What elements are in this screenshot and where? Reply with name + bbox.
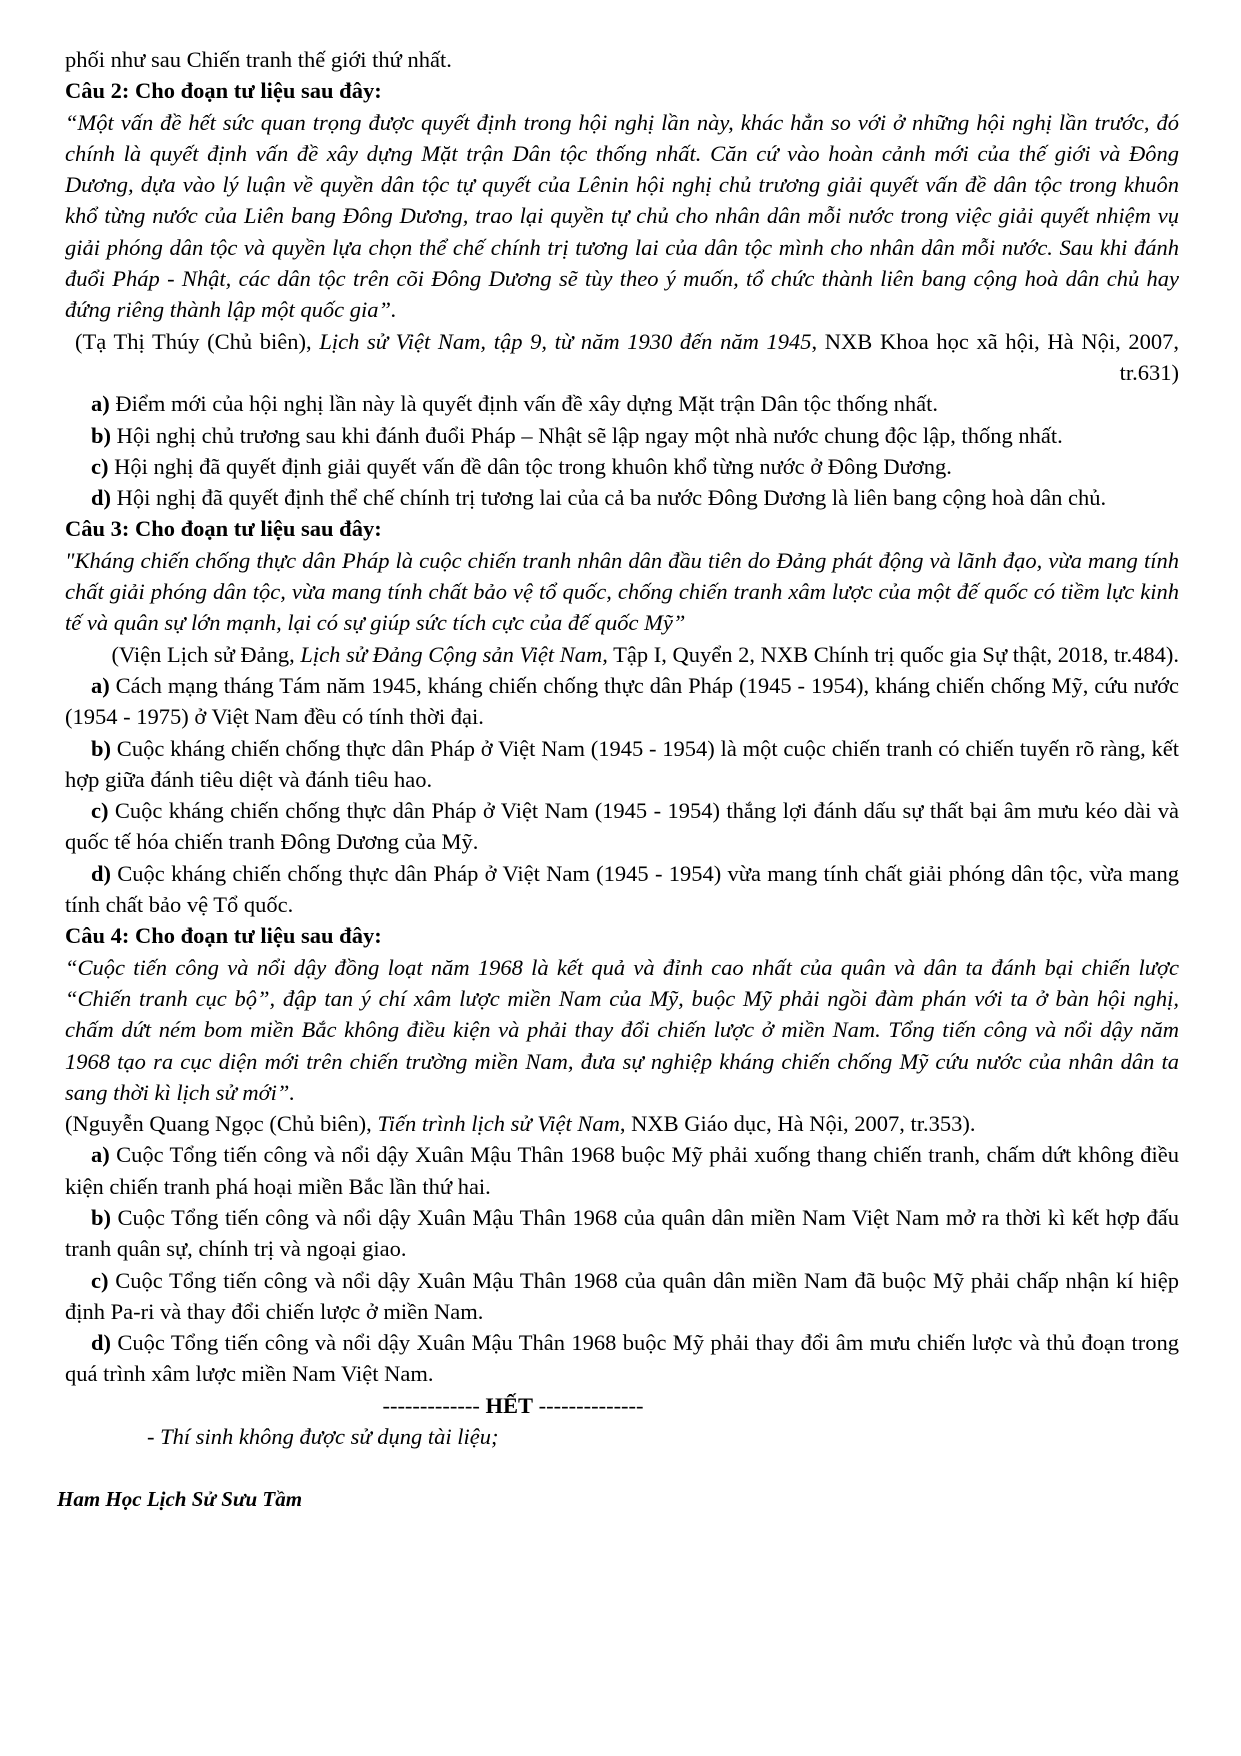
question-4-option-b — [65, 1202, 1179, 1265]
end-marker-word: HẾT — [485, 1392, 534, 1418]
question-2-option-b — [65, 420, 1179, 451]
end-marker-dashes-left: ------------- — [382, 1392, 480, 1418]
question-3-option-d — [65, 858, 1179, 921]
citation-suffix: Tập I, Quyển 2, NXB Chính trị quốc gia Sự thật, 2018, tr.484). — [607, 641, 1179, 667]
question-2-quote: “Một vấn đề hết sức quan trọng được quyết định trong hội nghị lần này, khác hẳn so với ở những hội nghị lần trước, đó chính là quyết định vấn đề xây dựng Mặt trận Dân tộc thống nhất. Căn cứ vào hoàn cảnh mới của thế giới và Đông Dương, dựa vào lý luận về quyền dân tộc tự quyết của Lênin hội nghị chủ trương giải quyết vấn đề dân tộc trong khuôn khổ từng nước của Liên bang Đông Dương, trao lại quyền tự chủ cho nhân dân mỗi nước trong việc giải quyết nhiệm vụ giải phóng dân tộc và quyền lựa chọn thể chế chính trị tương lai của dân tộc mình cho nhân dân mỗi nước. Sau khi đánh đuổi Pháp - Nhật, các dân tộc trên cõi Đông Dương sẽ tùy theo ý muốn, tổ chức thành liên bang cộng hoà dân chủ hay đứng riêng thành lập một quốc gia”. — [65, 109, 1179, 323]
option-label: b) — [91, 1204, 112, 1230]
question-3-citation — [65, 639, 1179, 670]
option-text: Cuộc Tổng tiến công và nổi dậy Xuân Mậu Thân 1968 của quân dân miền Nam đã buộc Mỹ phải chấp nhận kí hiệp định Pa-ri và thay đổi chiến lược ở miền Nam. — [65, 1267, 1179, 1324]
citation-suffix: , NXB Khoa học xã hội, Hà Nội, 2007, tr.631) — [811, 328, 1179, 385]
citation-prefix: (Tạ Thị Thúy (Chủ biên), — [75, 328, 320, 354]
option-label: d) — [91, 485, 112, 511]
end-marker — [65, 1390, 1179, 1421]
question-4-option-c — [65, 1265, 1179, 1328]
question-3-heading: Câu 3: Cho đoạn tư liệu sau đây: — [65, 516, 382, 542]
citation-prefix: (Viện Lịch sử Đảng, — [111, 641, 301, 667]
option-label: d) — [91, 860, 112, 886]
option-text: Cuộc kháng chiến chống thực dân Pháp ở Việt Nam (1945 - 1954) thắng lợi đánh dấu sự thất bại âm mưu kéo dài và quốc tế hóa chiến tranh Đông Dương của Mỹ. — [65, 798, 1179, 855]
question-4-heading: Câu 4: Cho đoạn tư liệu sau đây: — [65, 923, 382, 949]
footer-watermark: Ham Học Lịch Sử Sưu Tầm — [57, 1487, 303, 1512]
exam-note: - Thí sinh không được sử dụng tài liệu; — [147, 1424, 499, 1450]
option-text: Cuộc kháng chiến chống thực dân Pháp ở Việt Nam (1945 - 1954) vừa mang tính chất giải phóng dân tộc, vừa mang tính chất bảo vệ Tổ quốc. — [65, 860, 1179, 918]
question-2-citation — [65, 326, 1179, 389]
question-2-heading: Câu 2: Cho đoạn tư liệu sau đây: — [65, 78, 382, 104]
question-2-section — [65, 75, 1179, 513]
option-label: c) — [91, 798, 109, 824]
option-label: a) — [91, 672, 110, 698]
question-4-section — [65, 920, 1179, 1389]
option-text: Cuộc Tổng tiến công và nổi dậy Xuân Mậu Thân 1968 buộc Mỹ phải xuống thang chiến tranh, chấm dứt không điều kiện chiến tranh phá hoại miền Bắc lần thứ hai. — [65, 1142, 1179, 1199]
citation-source-title: Lịch sử Đảng Cộng sản Việt Nam, — [300, 641, 608, 667]
question-3-option-b — [65, 733, 1179, 796]
question-3-section — [65, 513, 1179, 920]
intro-line: phối như sau Chiến tranh thế giới thứ nhất. — [65, 47, 452, 72]
question-2-option-d — [65, 482, 1179, 513]
question-4-citation — [65, 1108, 1179, 1139]
option-text: Cuộc kháng chiến chống thực dân Pháp ở Việt Nam (1945 - 1954) là một cuộc chiến tranh có chiến tuyến rõ ràng, kết hợp giữa đánh tiêu diệt và đánh tiêu hao. — [65, 735, 1179, 792]
option-label: a) — [91, 391, 110, 417]
citation-suffix: , NXB Giáo dục, Hà Nội, 2007, tr.353). — [619, 1111, 976, 1137]
citation-source-title: Tiến trình lịch sử Việt Nam — [377, 1111, 620, 1137]
option-label: b) — [91, 735, 112, 761]
citation-source-title: Lịch sử Việt Nam, tập 9, từ năm 1930 đến năm 1945 — [319, 328, 812, 354]
question-3-quote: "Kháng chiến chống thực dân Pháp là cuộc chiến tranh nhân dân đầu tiên do Đảng phát động và lãnh đạo, vừa mang tính chất giải phóng dân tộc, vừa mang tính chất bảo vệ tổ quốc, chống chiến tranh xâm lược của một đế quốc có tiềm lực kinh tế và quân sự lớn mạnh, lại có sự giúp sức tích cực của đế quốc Mỹ” — [65, 547, 1179, 636]
end-marker-dashes-right: -------------- — [538, 1392, 644, 1418]
option-text: Hội nghị đã quyết định thể chế chính trị tương lai của cả ba nước Đông Dương là liên bang cộng hoà dân chủ. — [111, 485, 1107, 511]
option-text: Cuộc Tổng tiến công và nổi dậy Xuân Mậu Thân 1968 của quân dân miền Nam Việt Nam mở ra thời kì kết hợp đấu tranh quân sự, chính trị và ngoại giao. — [65, 1204, 1179, 1262]
option-text: Cách mạng tháng Tám năm 1945, kháng chiến chống thực dân Pháp (1945 - 1954), kháng chiến chống Mỹ, cứu nước (1954 - 1975) ở Việt Nam đều có tính thời đại. — [65, 672, 1179, 730]
option-label: d) — [91, 1330, 112, 1356]
question-4-quote: “Cuộc tiến công và nổi dậy đồng loạt năm 1968 là kết quả và đỉnh cao nhất của quân và dân ta đánh bại chiến lược “Chiến tranh cục bộ”, đập tan ý chí xâm lược miền Nam của Mỹ, buộc Mỹ phải ngồi đàm phán với ta ở bàn hội nghị, chấm dứt ném bom miền Bắc không điều kiện và phải thay đổi chiến lược ở miền Nam. Tổng tiến công và nổi dậy năm 1968 tạo ra cục diện mới trên chiến trường miền Nam, đưa sự nghiệp kháng chiến chống Mỹ cứu nước của nhân dân ta sang thời kì lịch sử mới”. — [65, 954, 1179, 1105]
option-text: Hội nghị đã quyết định giải quyết vấn đề dân tộc trong khuôn khổ từng nước ở Đông Dương. — [108, 453, 952, 479]
question-3-option-c — [65, 795, 1179, 858]
option-label: b) — [91, 422, 112, 448]
option-label: c) — [91, 1267, 109, 1293]
question-4-option-a — [65, 1139, 1179, 1202]
citation-prefix: (Nguyễn Quang Ngọc (Chủ biên), — [65, 1111, 378, 1137]
option-text: Điểm mới của hội nghị lần này là quyết định vấn đề xây dựng Mặt trận Dân tộc thống nhất. — [109, 391, 939, 417]
option-label: a) — [91, 1142, 110, 1168]
option-label: c) — [91, 453, 109, 479]
option-text: Cuộc Tổng tiến công và nổi dậy Xuân Mậu Thân 1968 buộc Mỹ phải thay đổi âm mưu chiến lược và thủ đoạn trong quá trình xâm lược miền Nam Việt Nam. — [65, 1330, 1179, 1387]
question-3-option-a — [65, 670, 1179, 733]
option-text: Hội nghị chủ trương sau khi đánh đuổi Pháp – Nhật sẽ lập ngay một nhà nước chung độc lập, thống nhất. — [111, 422, 1063, 448]
question-2-option-a — [65, 388, 1179, 419]
question-4-option-d — [65, 1327, 1179, 1390]
question-2-option-c — [65, 451, 1179, 482]
